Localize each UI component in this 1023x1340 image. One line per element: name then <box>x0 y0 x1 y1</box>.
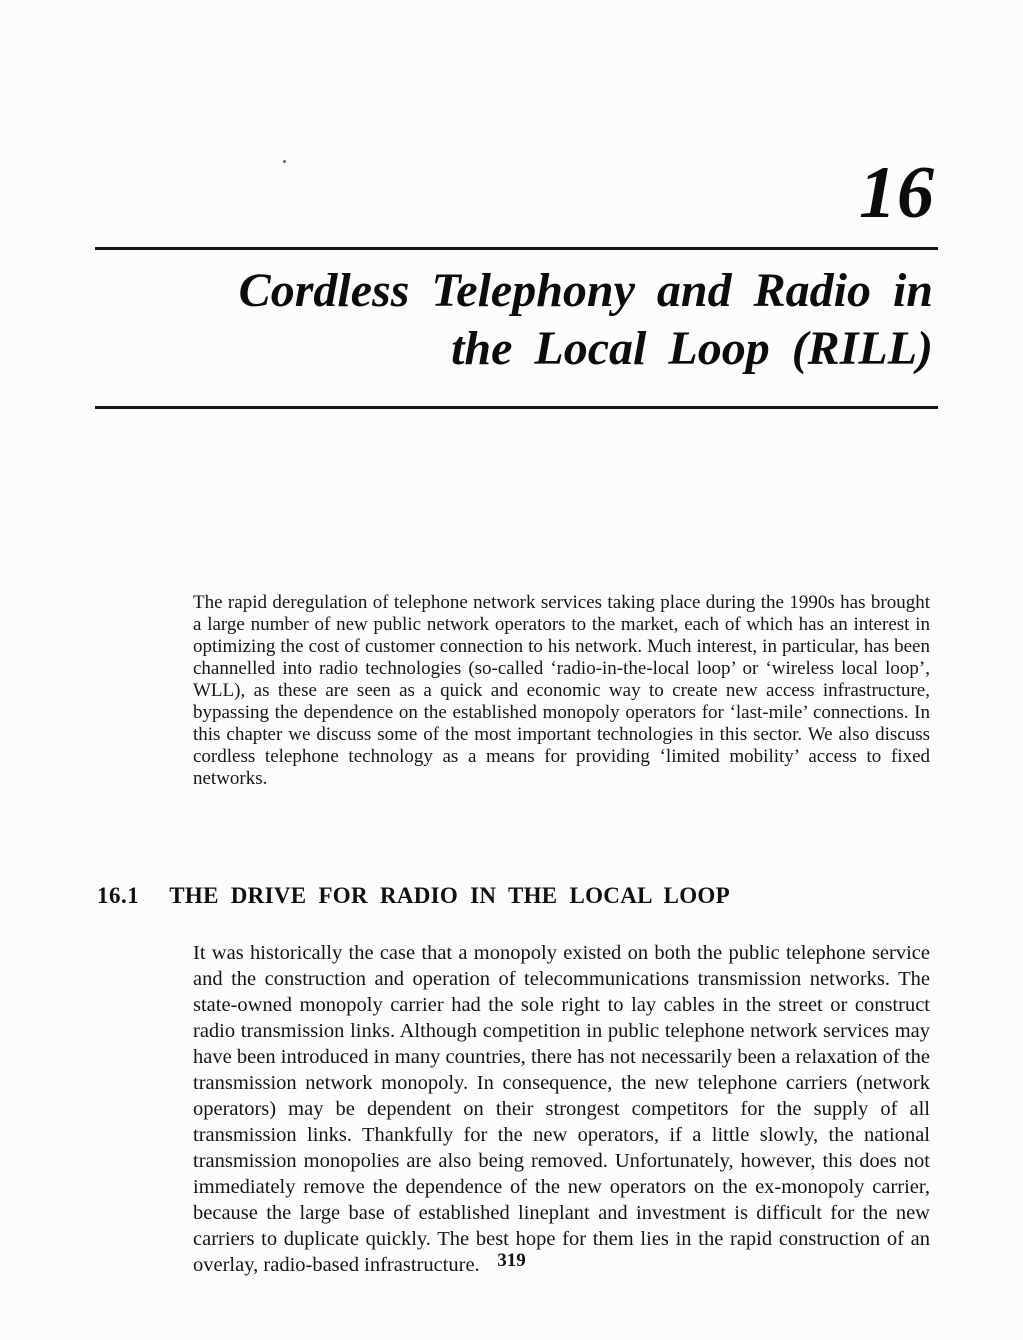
chapter-rule-top <box>95 247 938 250</box>
chapter-title-line2: the Local Loop (RILL) <box>451 322 933 375</box>
chapter-title <box>95 262 933 378</box>
section-number: 16.1 <box>97 883 140 908</box>
chapter-number: 16 <box>859 152 935 234</box>
section-body-paragraph: It was historically the case that a monopoly existed on both the public telephone service and the construction and operation of telecommunications transmission networks. The state-owned monopoly carrier had the sole right to lay cables in the street or construct radio transmission links. Although competition in public telephone network services may have been introduced in many countries, there has not necessarily been a relaxation of the transmission network monopoly. In consequence, the new telephone carriers (network operators) may be dependent on their strongest competitors for the supply of all transmission links. Thankfully for the new operators, if a little slowly, the national transmission monopolies are also being removed. Unfortunately, however, this does not immediately remove the dependence of the new operators on the ex-monopoly carrier, because the large base of established lineplant and investment is difficult for the new carriers to duplicate quickly. The best hope for them lies in the rapid construction of an overlay, radio-based infrastructure. <box>193 942 930 1276</box>
chapter-intro-paragraph: The rapid deregulation of telephone network services taking place during the 1990s has brought a large number of new public network operators to the market, each of which has an interest in optimizing the cost of customer connection to his network. Much interest, in particular, has been channelled into radio technologies (so-called ‘radio-in-the-local loop’ or ‘wireless local loop’, WLL), as these are seen as a quick and economic way to create new access infrastructure, bypassing the dependence on the established monopoly operators for ‘last-mile’ connections. In this chapter we discuss some of the most important technologies in this sector. We also discuss cordless telephone technology as a means for providing ‘limited mobility’ access to fixed networks. <box>193 592 930 789</box>
page-number: 319 <box>497 1250 526 1271</box>
section-title: THE DRIVE FOR RADIO IN THE LOCAL LOOP <box>169 883 730 908</box>
chapter-title-line1: Cordless Telephony and Radio in <box>238 264 933 317</box>
section-heading <box>97 882 935 910</box>
chapter-rule-bottom <box>95 406 938 409</box>
